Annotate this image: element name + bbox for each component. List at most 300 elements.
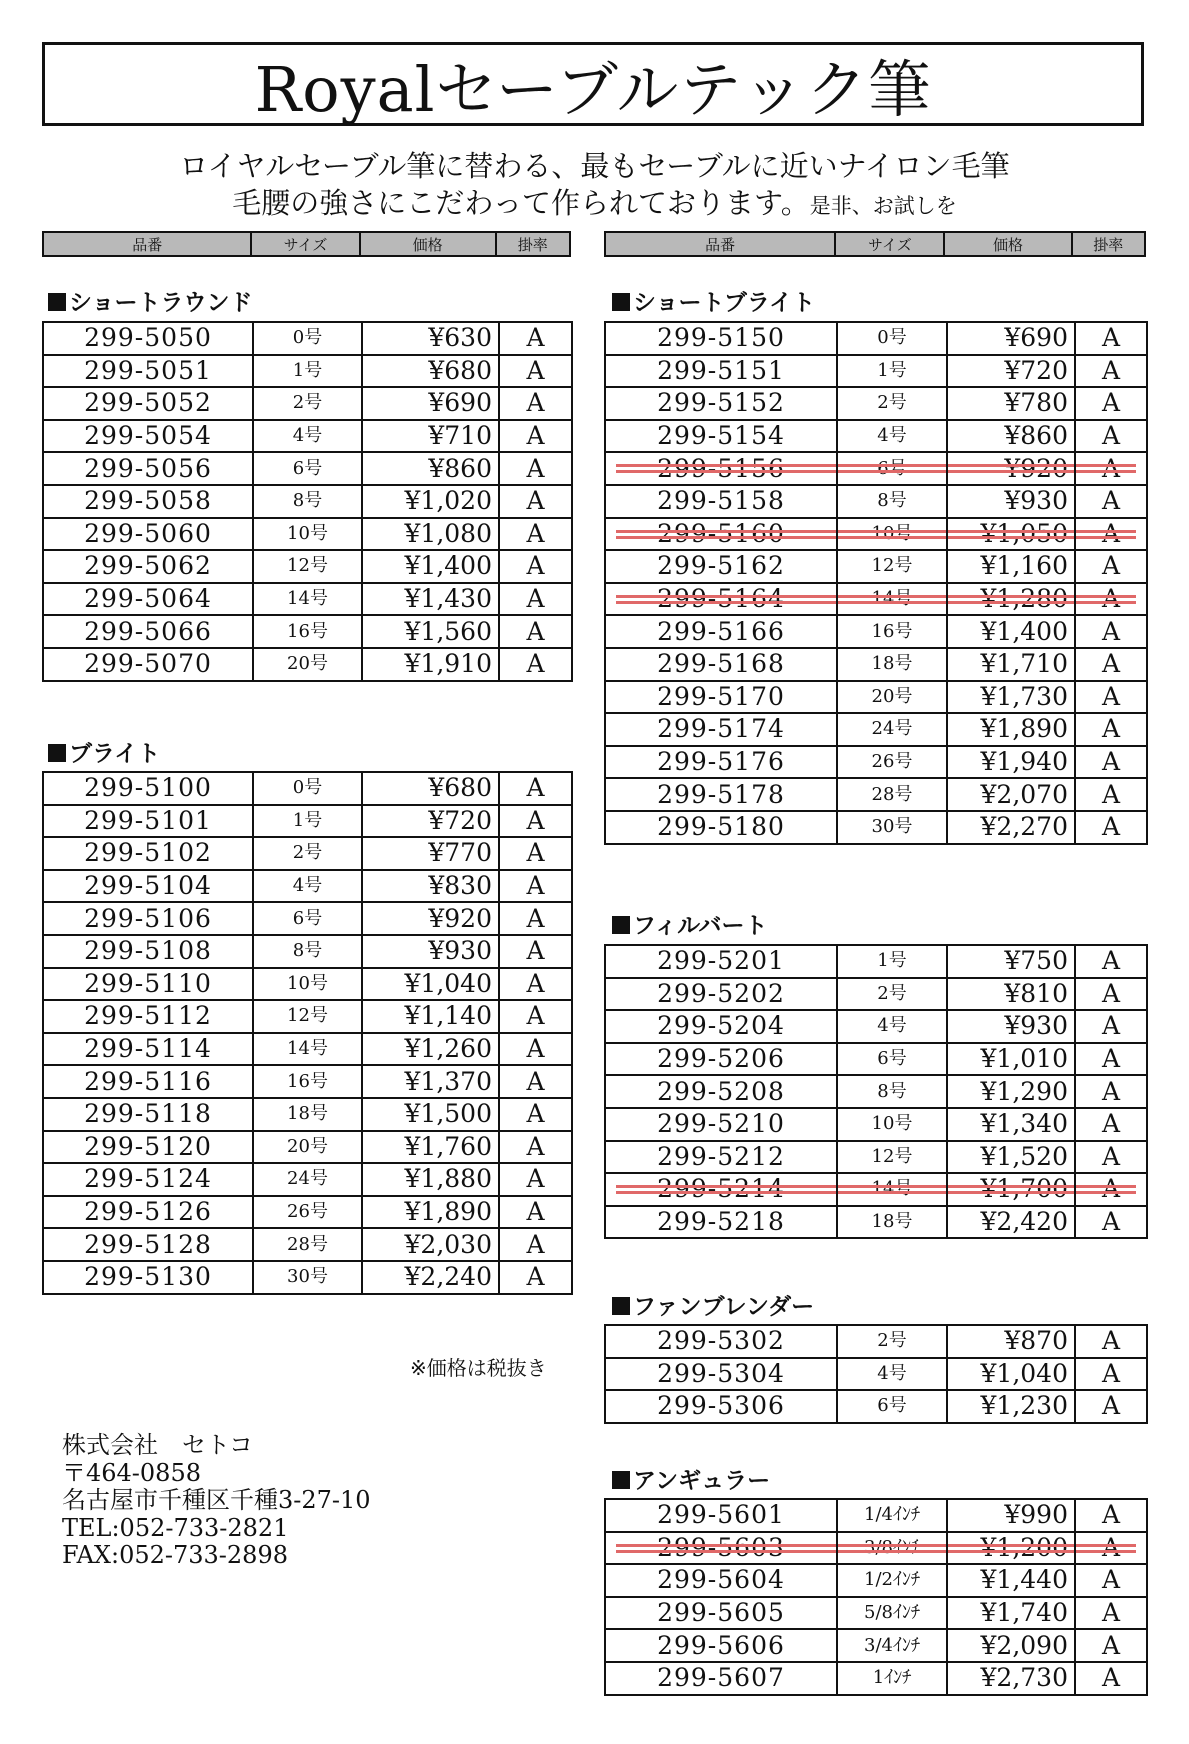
price-cell: ¥2,240 xyxy=(362,1261,499,1294)
price-cell: ¥1,560 xyxy=(362,615,499,648)
size-cell: 16号 xyxy=(253,1065,362,1098)
price-cell: ¥860 xyxy=(947,420,1075,453)
size-cell: 28号 xyxy=(837,778,947,811)
table-row xyxy=(605,1325,1147,1358)
price-cell: ¥860 xyxy=(362,452,499,485)
size-cell: 30号 xyxy=(253,1261,362,1294)
rate-cell: A xyxy=(1075,1629,1147,1662)
item-code-cell: 299-5062 xyxy=(43,550,253,583)
rate-cell: A xyxy=(1075,355,1147,388)
size-cell: 24号 xyxy=(837,713,947,746)
company-fax: FAX:052-733-2898 xyxy=(62,1541,288,1569)
item-code-cell: 299-5212 xyxy=(605,1141,837,1174)
company-postal: 〒464-0858 xyxy=(62,1458,201,1487)
price-cell: ¥1,040 xyxy=(362,968,499,1001)
rate-cell: A xyxy=(1075,945,1147,978)
price-cell: ¥870 xyxy=(947,1325,1075,1358)
table-row xyxy=(605,681,1147,714)
table-row xyxy=(605,322,1147,355)
price-cell: ¥810 xyxy=(947,978,1075,1011)
page-title: Royalセーブルテック筆 xyxy=(42,42,1144,126)
item-code-cell: 299-5106 xyxy=(43,902,253,935)
item-code-cell: 299-5120 xyxy=(43,1131,253,1164)
item-code-cell: 299-5126 xyxy=(43,1196,253,1229)
rate-cell: A xyxy=(499,322,572,355)
table-row xyxy=(43,1065,572,1098)
rate-cell: A xyxy=(499,968,572,1001)
table-row xyxy=(605,1390,1147,1423)
tagline-line2 xyxy=(0,181,1189,222)
rate-cell: A xyxy=(1075,1532,1147,1565)
price-cell: ¥1,500 xyxy=(362,1098,499,1131)
size-cell: 6号 xyxy=(253,452,362,485)
size-cell: 0号 xyxy=(837,322,947,355)
price-cell: ¥1,400 xyxy=(362,550,499,583)
item-code-cell: 299-5202 xyxy=(605,978,837,1011)
size-cell: 10号 xyxy=(837,1108,947,1141)
tax-note: ※価格は税抜き xyxy=(410,1356,547,1380)
table-row xyxy=(43,322,572,355)
rate-cell: A xyxy=(499,1196,572,1229)
table-row xyxy=(605,978,1147,1011)
size-cell: 2号 xyxy=(837,1325,947,1358)
price-cell: ¥1,520 xyxy=(947,1141,1075,1174)
rate-cell: A xyxy=(499,935,572,968)
price-cell: ¥1,890 xyxy=(947,713,1075,746)
item-code-cell: 299-5178 xyxy=(605,778,837,811)
size-cell: 20号 xyxy=(837,681,947,714)
rate-cell: A xyxy=(499,1261,572,1294)
item-code-cell: 299-5151 xyxy=(605,355,837,388)
rate-cell: A xyxy=(1075,1010,1147,1043)
rate-cell: A xyxy=(1075,1173,1147,1206)
item-code-cell: 299-5112 xyxy=(43,1000,253,1033)
price-cell: ¥720 xyxy=(947,355,1075,388)
price-cell: ¥1,050 xyxy=(947,518,1075,551)
item-code-cell: 299-5054 xyxy=(43,420,253,453)
price-cell: ¥690 xyxy=(947,322,1075,355)
rate-cell: A xyxy=(499,550,572,583)
rate-cell: A xyxy=(499,355,572,388)
price-cell: ¥920 xyxy=(362,902,499,935)
price-cell: ¥1,080 xyxy=(362,518,499,551)
rate-cell: A xyxy=(499,1000,572,1033)
left-column-header xyxy=(42,231,571,257)
price-cell: ¥720 xyxy=(362,805,499,838)
size-cell: 6号 xyxy=(837,1043,947,1076)
rate-cell: A xyxy=(499,902,572,935)
rate-cell: A xyxy=(1075,550,1147,583)
size-cell: 18号 xyxy=(837,648,947,681)
rate-cell: A xyxy=(499,648,572,681)
table-row xyxy=(43,648,572,681)
item-code-cell: 299-5174 xyxy=(605,713,837,746)
item-code-cell: 299-5058 xyxy=(43,485,253,518)
price-cell: ¥1,160 xyxy=(947,550,1075,583)
price-cell: ¥1,200 xyxy=(947,1532,1075,1565)
price-cell: ¥1,730 xyxy=(947,681,1075,714)
price-cell: ¥680 xyxy=(362,772,499,805)
table-row xyxy=(605,778,1147,811)
rate-cell: A xyxy=(1075,778,1147,811)
price-cell: ¥1,890 xyxy=(362,1196,499,1229)
table-row xyxy=(43,837,572,870)
rate-cell: A xyxy=(1075,1043,1147,1076)
item-code-cell: 299-5060 xyxy=(43,518,253,551)
header-size: サイズ xyxy=(252,233,360,255)
size-cell: 4号 xyxy=(837,1358,947,1391)
company-tel: TEL:052-733-2821 xyxy=(62,1513,289,1542)
size-cell: 12号 xyxy=(837,550,947,583)
rate-cell: A xyxy=(499,615,572,648)
table-row xyxy=(605,1206,1147,1239)
price-table-short-round xyxy=(42,321,573,682)
table-row xyxy=(43,355,572,388)
table-row-discontinued xyxy=(605,583,1147,616)
item-code-cell: 299-5124 xyxy=(43,1163,253,1196)
table-row xyxy=(605,1597,1147,1630)
rate-cell: A xyxy=(1075,811,1147,844)
table-row xyxy=(605,387,1147,420)
size-cell: 14号 xyxy=(253,1033,362,1066)
price-cell: ¥1,340 xyxy=(947,1108,1075,1141)
item-code-cell: 299-5201 xyxy=(605,945,837,978)
price-cell: ¥1,710 xyxy=(947,648,1075,681)
price-cell: ¥680 xyxy=(362,355,499,388)
item-code-cell: 299-5064 xyxy=(43,583,253,616)
price-cell: ¥780 xyxy=(947,387,1075,420)
company-info xyxy=(62,1432,371,1570)
size-cell: 12号 xyxy=(253,1000,362,1033)
size-cell: 10号 xyxy=(253,518,362,551)
rate-cell: A xyxy=(499,1228,572,1261)
item-code-cell: 299-5160 xyxy=(605,518,837,551)
size-cell: 2号 xyxy=(837,978,947,1011)
table-row xyxy=(43,1000,572,1033)
table-row xyxy=(605,1043,1147,1076)
table-row xyxy=(605,648,1147,681)
header-rate: 掛率 xyxy=(1093,235,1124,254)
table-row xyxy=(605,1629,1147,1662)
item-code-cell: 299-5164 xyxy=(605,583,837,616)
item-code-cell: 299-5204 xyxy=(605,1010,837,1043)
rate-cell: A xyxy=(1075,1564,1147,1597)
table-row xyxy=(43,968,572,1001)
section-title-filbert: フィルバート xyxy=(612,911,768,941)
size-cell: 30号 xyxy=(837,811,947,844)
header-code: 品番 xyxy=(44,233,252,255)
size-cell: 0号 xyxy=(253,772,362,805)
price-table-fan-blender xyxy=(604,1324,1148,1424)
table-row xyxy=(43,1163,572,1196)
section-title-short-bright: ショートブライト xyxy=(612,288,815,318)
item-code-cell: 299-5304 xyxy=(605,1358,837,1391)
rate-cell: A xyxy=(499,420,572,453)
rate-cell: A xyxy=(1075,978,1147,1011)
price-cell: ¥2,270 xyxy=(947,811,1075,844)
item-code-cell: 299-5180 xyxy=(605,811,837,844)
right-column-header xyxy=(604,231,1146,257)
size-cell: 3/8ｲﾝﾁ xyxy=(837,1532,947,1565)
price-cell: ¥930 xyxy=(947,485,1075,518)
size-cell: 3/4ｲﾝﾁ xyxy=(837,1629,947,1662)
size-cell: 12号 xyxy=(253,550,362,583)
rate-cell: A xyxy=(499,1098,572,1131)
rate-cell: A xyxy=(499,485,572,518)
size-cell: 14号 xyxy=(253,583,362,616)
rate-cell: A xyxy=(499,1131,572,1164)
size-cell: 8号 xyxy=(837,1075,947,1108)
size-cell: 20号 xyxy=(253,1131,362,1164)
size-cell: 10号 xyxy=(253,968,362,1001)
item-code-cell: 299-5162 xyxy=(605,550,837,583)
tagline-line1: ロイヤルセーブル筆に替わる、最もセーブルに近いナイロン毛筆 xyxy=(179,149,1010,183)
item-code-cell: 299-5170 xyxy=(605,681,837,714)
item-code-cell: 299-5604 xyxy=(605,1564,837,1597)
price-cell: ¥1,040 xyxy=(947,1358,1075,1391)
item-code-cell: 299-5607 xyxy=(605,1662,837,1695)
table-row xyxy=(43,1131,572,1164)
item-code-cell: 299-5108 xyxy=(43,935,253,968)
rate-cell: A xyxy=(1075,1597,1147,1630)
size-cell: 1号 xyxy=(253,805,362,838)
price-cell: ¥1,440 xyxy=(947,1564,1075,1597)
rate-cell: A xyxy=(499,452,572,485)
price-cell: ¥930 xyxy=(947,1010,1075,1043)
table-row xyxy=(605,1108,1147,1141)
price-cell: ¥1,020 xyxy=(362,485,499,518)
header-price: 価格 xyxy=(945,233,1072,255)
table-row xyxy=(43,870,572,903)
table-row xyxy=(605,550,1147,583)
item-code-cell: 299-5606 xyxy=(605,1629,837,1662)
size-cell: 0号 xyxy=(253,322,362,355)
header-size: サイズ xyxy=(836,233,945,255)
item-code-cell: 299-5118 xyxy=(43,1098,253,1131)
price-cell: ¥920 xyxy=(947,452,1075,485)
table-row-discontinued xyxy=(605,452,1147,485)
size-cell: 4号 xyxy=(253,870,362,903)
item-code-cell: 299-5102 xyxy=(43,837,253,870)
size-cell: 4号 xyxy=(837,420,947,453)
size-cell: 4号 xyxy=(837,1010,947,1043)
section-title-angular: アンギュラー xyxy=(612,1466,770,1496)
table-row xyxy=(43,1261,572,1294)
price-cell: ¥750 xyxy=(947,945,1075,978)
price-cell: ¥1,290 xyxy=(947,1075,1075,1108)
table-row xyxy=(605,355,1147,388)
size-cell: 6号 xyxy=(837,452,947,485)
size-cell: 1/2ｲﾝﾁ xyxy=(837,1564,947,1597)
table-row xyxy=(605,1141,1147,1174)
rate-cell: A xyxy=(1075,1325,1147,1358)
rate-cell: A xyxy=(1075,1662,1147,1695)
table-row xyxy=(605,746,1147,779)
rate-cell: A xyxy=(499,837,572,870)
size-cell: 24号 xyxy=(253,1163,362,1196)
table-row-discontinued xyxy=(605,1173,1147,1206)
item-code-cell: 299-5110 xyxy=(43,968,253,1001)
price-cell: ¥990 xyxy=(947,1499,1075,1532)
price-cell: ¥630 xyxy=(362,322,499,355)
item-code-cell: 299-5101 xyxy=(43,805,253,838)
tagline-line2-main: 毛腰の強さにこだわって作られております。 xyxy=(232,186,810,220)
table-row xyxy=(605,1662,1147,1695)
size-cell: 5/8ｲﾝﾁ xyxy=(837,1597,947,1630)
item-code-cell: 299-5066 xyxy=(43,615,253,648)
price-cell: ¥1,940 xyxy=(947,746,1075,779)
tagline-line2-small: 是非、お試しを xyxy=(809,194,957,218)
rate-cell: A xyxy=(1075,583,1147,616)
section-title-short-round: ショートラウンド xyxy=(48,288,253,318)
rate-cell: A xyxy=(499,772,572,805)
size-cell: 6号 xyxy=(253,902,362,935)
rate-cell: A xyxy=(1075,1390,1147,1423)
size-cell: 2号 xyxy=(253,387,362,420)
price-cell: ¥770 xyxy=(362,837,499,870)
size-cell: 18号 xyxy=(837,1206,947,1239)
table-row xyxy=(43,1098,572,1131)
size-cell: 4号 xyxy=(253,420,362,453)
rate-cell: A xyxy=(499,870,572,903)
price-cell: ¥1,910 xyxy=(362,648,499,681)
table-row xyxy=(43,935,572,968)
rate-cell: A xyxy=(499,1163,572,1196)
rate-cell: A xyxy=(499,583,572,616)
table-row xyxy=(605,811,1147,844)
size-cell: 12号 xyxy=(837,1141,947,1174)
rate-cell: A xyxy=(1075,1206,1147,1239)
table-row xyxy=(43,1228,572,1261)
size-cell: 20号 xyxy=(253,648,362,681)
rate-cell: A xyxy=(1075,1141,1147,1174)
rate-cell: A xyxy=(499,1065,572,1098)
price-cell: ¥1,400 xyxy=(947,615,1075,648)
item-code-cell: 299-5302 xyxy=(605,1325,837,1358)
table-row xyxy=(605,420,1147,453)
rate-cell: A xyxy=(1075,1358,1147,1391)
size-cell: 14号 xyxy=(837,583,947,616)
header-rate: 掛率 xyxy=(517,235,548,254)
price-table-angular xyxy=(604,1498,1148,1696)
rate-cell: A xyxy=(1075,485,1147,518)
table-row xyxy=(605,713,1147,746)
rate-cell: A xyxy=(1075,452,1147,485)
price-cell: ¥1,230 xyxy=(947,1390,1075,1423)
item-code-cell: 299-5152 xyxy=(605,387,837,420)
table-row xyxy=(43,1033,572,1066)
price-table-filbert xyxy=(604,944,1148,1239)
table-row xyxy=(43,387,572,420)
rate-cell: A xyxy=(1075,518,1147,551)
size-cell: 8号 xyxy=(253,485,362,518)
table-row xyxy=(605,945,1147,978)
header-price: 価格 xyxy=(361,233,497,255)
table-row-discontinued xyxy=(605,1532,1147,1565)
size-cell: 16号 xyxy=(253,615,362,648)
item-code-cell: 299-5176 xyxy=(605,746,837,779)
rate-cell: A xyxy=(1075,1108,1147,1141)
price-cell: ¥1,700 xyxy=(947,1173,1075,1206)
item-code-cell: 299-5051 xyxy=(43,355,253,388)
table-row xyxy=(43,518,572,551)
size-cell: 1号 xyxy=(253,355,362,388)
size-cell: 26号 xyxy=(253,1196,362,1229)
rate-cell: A xyxy=(1075,1075,1147,1108)
company-address: 名古屋市千種区千種3-27-10 xyxy=(62,1486,371,1514)
table-row xyxy=(43,583,572,616)
item-code-cell: 299-5070 xyxy=(43,648,253,681)
price-cell: ¥2,070 xyxy=(947,778,1075,811)
item-code-cell: 299-5114 xyxy=(43,1033,253,1066)
table-row xyxy=(605,1499,1147,1532)
table-row xyxy=(605,1010,1147,1043)
item-code-cell: 299-5601 xyxy=(605,1499,837,1532)
item-code-cell: 299-5218 xyxy=(605,1206,837,1239)
size-cell: 18号 xyxy=(253,1098,362,1131)
item-code-cell: 299-5130 xyxy=(43,1261,253,1294)
header-code: 品番 xyxy=(606,233,836,255)
rate-cell: A xyxy=(1075,420,1147,453)
item-code-cell: 299-5605 xyxy=(605,1597,837,1630)
item-code-cell: 299-5050 xyxy=(43,322,253,355)
rate-cell: A xyxy=(1075,615,1147,648)
table-row-discontinued xyxy=(605,518,1147,551)
size-cell: 2号 xyxy=(253,837,362,870)
item-code-cell: 299-5056 xyxy=(43,452,253,485)
price-table-bright xyxy=(42,771,573,1295)
table-row xyxy=(43,805,572,838)
item-code-cell: 299-5214 xyxy=(605,1173,837,1206)
table-row xyxy=(605,1075,1147,1108)
price-cell: ¥1,280 xyxy=(947,583,1075,616)
price-cell: ¥1,880 xyxy=(362,1163,499,1196)
price-cell: ¥1,260 xyxy=(362,1033,499,1066)
table-row xyxy=(605,615,1147,648)
table-row xyxy=(43,420,572,453)
price-cell: ¥1,370 xyxy=(362,1065,499,1098)
table-row xyxy=(43,485,572,518)
item-code-cell: 299-5206 xyxy=(605,1043,837,1076)
size-cell: 2号 xyxy=(837,387,947,420)
price-cell: ¥2,090 xyxy=(947,1629,1075,1662)
price-cell: ¥2,030 xyxy=(362,1228,499,1261)
section-title-fan-blender: ファンブレンダー xyxy=(612,1292,814,1322)
price-cell: ¥1,430 xyxy=(362,583,499,616)
table-row xyxy=(43,902,572,935)
item-code-cell: 299-5154 xyxy=(605,420,837,453)
table-row xyxy=(605,485,1147,518)
rate-cell: A xyxy=(499,387,572,420)
item-code-cell: 299-5052 xyxy=(43,387,253,420)
item-code-cell: 299-5100 xyxy=(43,772,253,805)
rate-cell: A xyxy=(1075,746,1147,779)
rate-cell: A xyxy=(1075,681,1147,714)
size-cell: 26号 xyxy=(837,746,947,779)
table-row xyxy=(43,452,572,485)
price-cell: ¥2,420 xyxy=(947,1206,1075,1239)
size-cell: 16号 xyxy=(837,615,947,648)
price-table-short-bright xyxy=(604,321,1148,845)
rate-cell: A xyxy=(1075,1499,1147,1532)
table-row xyxy=(43,615,572,648)
price-cell: ¥1,010 xyxy=(947,1043,1075,1076)
section-title-bright: ブライト xyxy=(48,739,160,769)
item-code-cell: 299-5306 xyxy=(605,1390,837,1423)
item-code-cell: 299-5603 xyxy=(605,1532,837,1565)
rate-cell: A xyxy=(1075,648,1147,681)
price-cell: ¥1,760 xyxy=(362,1131,499,1164)
